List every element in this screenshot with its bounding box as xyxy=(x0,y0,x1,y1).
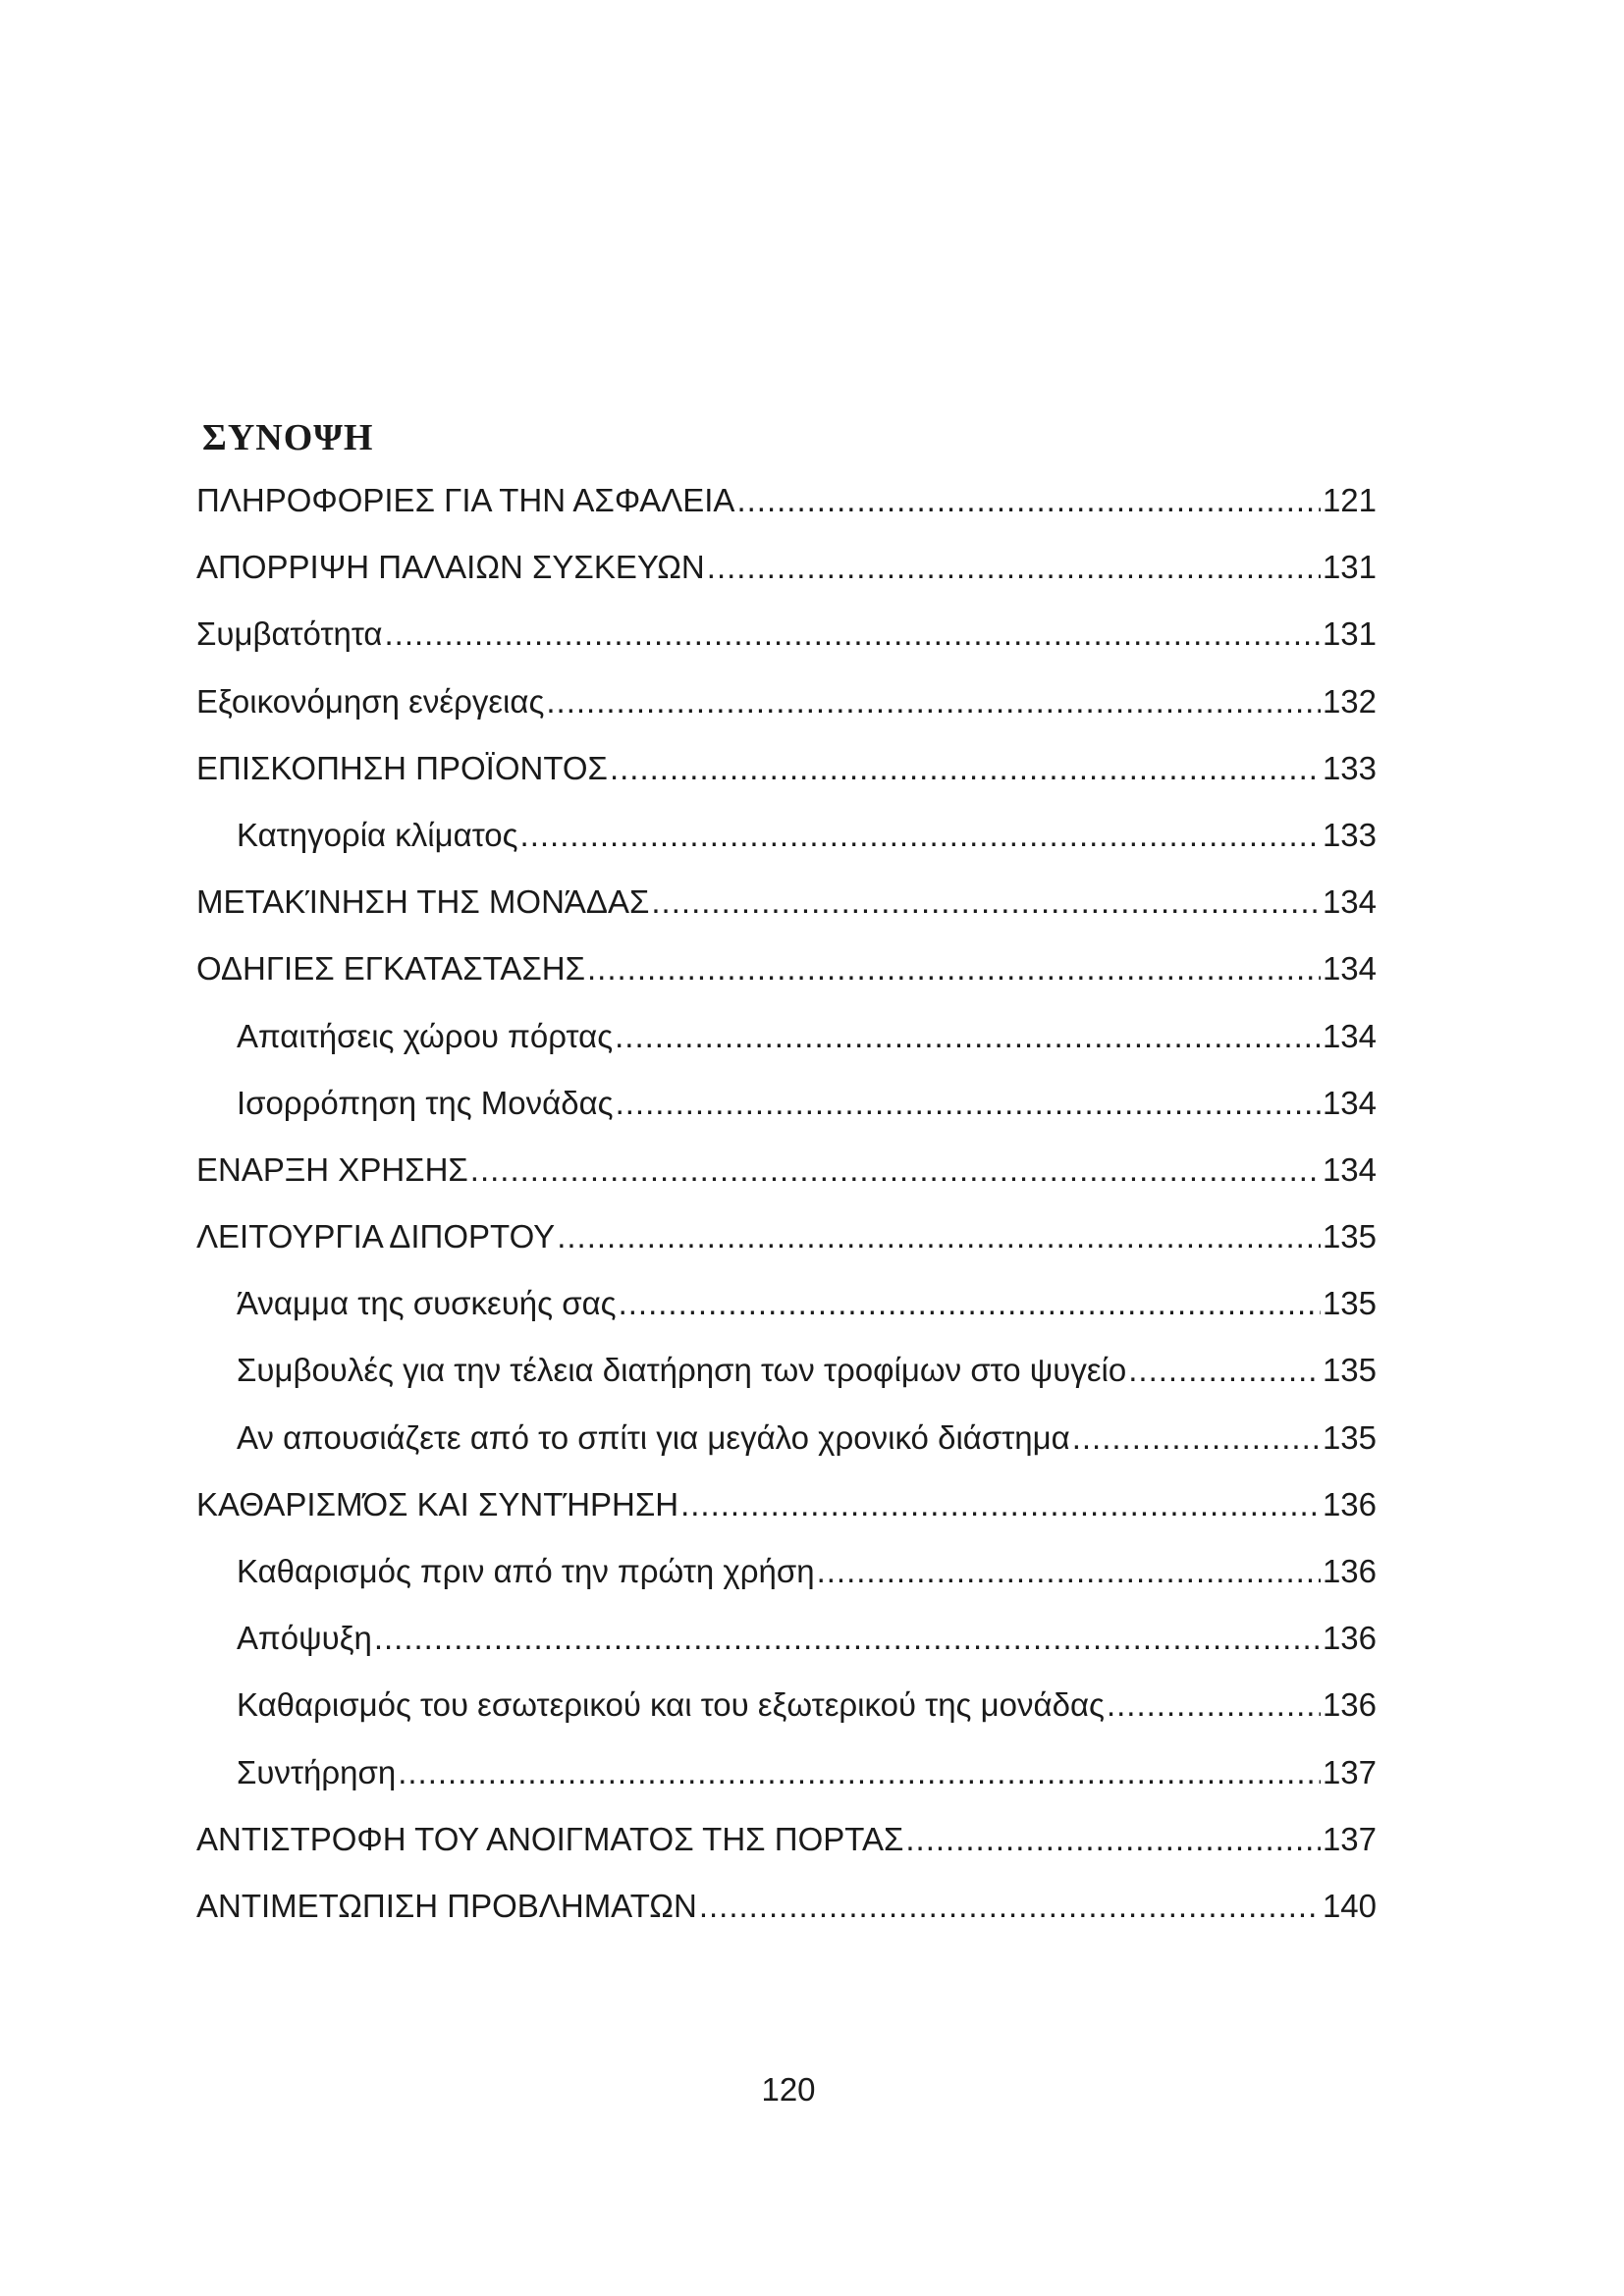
toc-entry-label: Αν απουσιάζετε από το σπίτι για μεγάλο χρονικό διάστημα xyxy=(237,1418,1070,1456)
toc-dot-leader xyxy=(699,1873,1321,1940)
toc-entry[interactable] xyxy=(196,1405,1377,1471)
toc-dot-leader xyxy=(470,1137,1321,1203)
toc-entry-label: Απαιτήσεις χώρου πόρτας xyxy=(237,1017,614,1054)
toc-entry[interactable] xyxy=(196,935,1377,1002)
toc-dot-leader xyxy=(651,869,1321,935)
toc-dot-leader xyxy=(817,1538,1321,1605)
toc-entry-page-number: 135 xyxy=(1322,1352,1377,1389)
toc-entry[interactable] xyxy=(196,1337,1377,1404)
toc-entry-label: ΑΠΟΡΡΙΨΗ ΠΑΛΑΙΩΝ ΣΥΣΚΕΥΩΝ xyxy=(196,549,705,586)
toc-title: ΣΥΝΟΨΗ xyxy=(202,417,374,458)
toc-dot-leader xyxy=(616,1070,1321,1137)
toc-entry[interactable] xyxy=(196,869,1377,935)
toc-entry-label: ΑΝΤΙΣΤΡΟΦΗ ΤΟΥ ΑΝΟΙΓΜΑΤΟΣ ΤΗΣ ΠΟΡΤΑΣ xyxy=(196,1820,904,1857)
toc-dot-leader xyxy=(905,1806,1321,1873)
toc-entry-page-number: 135 xyxy=(1322,1418,1377,1456)
toc-entry[interactable] xyxy=(196,1739,1377,1806)
toc-entry-label: Απόψυξη xyxy=(237,1620,372,1657)
toc-dot-leader xyxy=(707,534,1321,601)
toc-entry[interactable] xyxy=(196,668,1377,735)
toc-dot-leader xyxy=(619,1270,1321,1337)
toc-entry-label: Καθαρισμός πριν από την πρώτη χρήση xyxy=(237,1553,815,1589)
toc-entry-label: Κατηγορία κλίματος xyxy=(237,816,518,853)
toc-entry-page-number: 137 xyxy=(1322,1753,1377,1790)
toc-entry-page-number: 136 xyxy=(1322,1485,1377,1522)
toc-entry[interactable] xyxy=(196,534,1377,601)
toc-entry[interactable] xyxy=(196,467,1377,534)
toc-dot-leader xyxy=(398,1739,1321,1806)
toc-entry-label: Ισορρόπηση της Μονάδας xyxy=(237,1084,614,1121)
toc-entry-page-number: 121 xyxy=(1322,482,1377,518)
toc-entry-page-number: 134 xyxy=(1322,950,1377,988)
toc-entry-page-number: 133 xyxy=(1322,749,1377,786)
toc-entry[interactable] xyxy=(196,1070,1377,1137)
page-number: 120 xyxy=(761,2071,816,2108)
toc-entry-label: Συντήρηση xyxy=(237,1753,397,1790)
toc-dot-leader xyxy=(587,935,1321,1002)
toc-dot-leader xyxy=(680,1471,1321,1538)
toc-dot-leader xyxy=(1128,1337,1321,1404)
toc-entry-page-number: 136 xyxy=(1322,1553,1377,1589)
toc-entry-label: Συμβατότητα xyxy=(196,615,383,653)
toc-entry-page-number: 133 xyxy=(1322,816,1377,853)
toc-entry-page-number: 136 xyxy=(1322,1620,1377,1657)
toc-entry-label: ΛΕΙΤΟΥΡΓΙΑ ΔΙΠΟΡΤΟΥ xyxy=(196,1218,556,1255)
toc-entry-label: ΕΝΑΡΞΗ ΧΡΗΣΗΣ xyxy=(196,1150,468,1188)
toc-entry-page-number: 134 xyxy=(1322,1150,1377,1188)
toc-entry[interactable] xyxy=(196,735,1377,802)
toc-dot-leader xyxy=(1072,1405,1321,1471)
toc-entry-label: Εξοικονόμηση ενέργειας xyxy=(196,682,545,720)
toc-entry-label: ΜΕΤΑΚΊΝΗΣΗ ΤΗΣ ΜΟΝΆΔΑΣ xyxy=(196,883,650,921)
toc-entry-page-number: 137 xyxy=(1322,1820,1377,1857)
toc-entry-label: ΠΛΗΡΟΦΟΡΙΕΣ ΓΙΑ ΤΗΝ ΑΣΦΑΛΕΙΑ xyxy=(196,482,735,518)
toc-entry-page-number: 132 xyxy=(1322,682,1377,720)
toc-entry-page-number: 134 xyxy=(1322,1017,1377,1054)
toc-entry-page-number: 134 xyxy=(1322,1084,1377,1121)
table-of-contents xyxy=(196,467,1377,1940)
toc-entry[interactable] xyxy=(196,1270,1377,1337)
toc-dot-leader xyxy=(610,735,1321,802)
toc-entry-label: Συμβουλές για την τέλεια διατήρηση των τροφίμων στο ψυγείο xyxy=(237,1352,1127,1389)
toc-dot-leader xyxy=(1107,1672,1321,1738)
toc-dot-leader xyxy=(374,1605,1321,1672)
toc-dot-leader xyxy=(520,802,1321,869)
toc-entry[interactable] xyxy=(196,1873,1377,1940)
toc-entry[interactable] xyxy=(196,802,1377,869)
toc-entry-label: Άναμμα της συσκευής σας xyxy=(237,1285,617,1322)
toc-entry-page-number: 136 xyxy=(1322,1686,1377,1724)
toc-entry[interactable] xyxy=(196,1003,1377,1070)
toc-entry[interactable] xyxy=(196,1203,1377,1270)
toc-entry-page-number: 131 xyxy=(1322,615,1377,653)
toc-entry-page-number: 135 xyxy=(1322,1218,1377,1255)
toc-entry[interactable] xyxy=(196,1471,1377,1538)
toc-entry[interactable] xyxy=(196,1806,1377,1873)
toc-entry[interactable] xyxy=(196,1605,1377,1672)
toc-entry-page-number: 134 xyxy=(1322,883,1377,921)
toc-entry-page-number: 135 xyxy=(1322,1285,1377,1322)
toc-entry-label: ΟΔΗΓΙΕΣ ΕΓΚΑΤΑΣΤΑΣΗΣ xyxy=(196,950,585,988)
toc-entry[interactable] xyxy=(196,1137,1377,1203)
toc-entry[interactable] xyxy=(196,1538,1377,1605)
toc-dot-leader xyxy=(615,1003,1321,1070)
toc-entry-label: ΑΝΤΙΜΕΤΩΠΙΣΗ ΠΡΟΒΛΗΜΑΤΩΝ xyxy=(196,1887,697,1924)
toc-entry-label: ΚΑΘΑΡΙΣΜΌΣ ΚΑΙ ΣΥΝΤΉΡΗΣΗ xyxy=(196,1485,679,1522)
toc-dot-leader xyxy=(546,668,1321,735)
toc-entry[interactable] xyxy=(196,601,1377,667)
toc-entry-page-number: 131 xyxy=(1322,549,1377,586)
toc-entry-label: Καθαρισμός του εσωτερικού και του εξωτερικού της μονάδας xyxy=(237,1686,1105,1724)
toc-entry[interactable] xyxy=(196,1672,1377,1738)
toc-dot-leader xyxy=(384,601,1320,667)
toc-dot-leader xyxy=(557,1203,1321,1270)
toc-entry-label: ΕΠΙΣΚΟΠΗΣΗ ΠΡΟΪΟΝΤΟΣ xyxy=(196,749,608,786)
toc-dot-leader xyxy=(736,467,1320,534)
toc-entry-page-number: 140 xyxy=(1322,1887,1377,1924)
